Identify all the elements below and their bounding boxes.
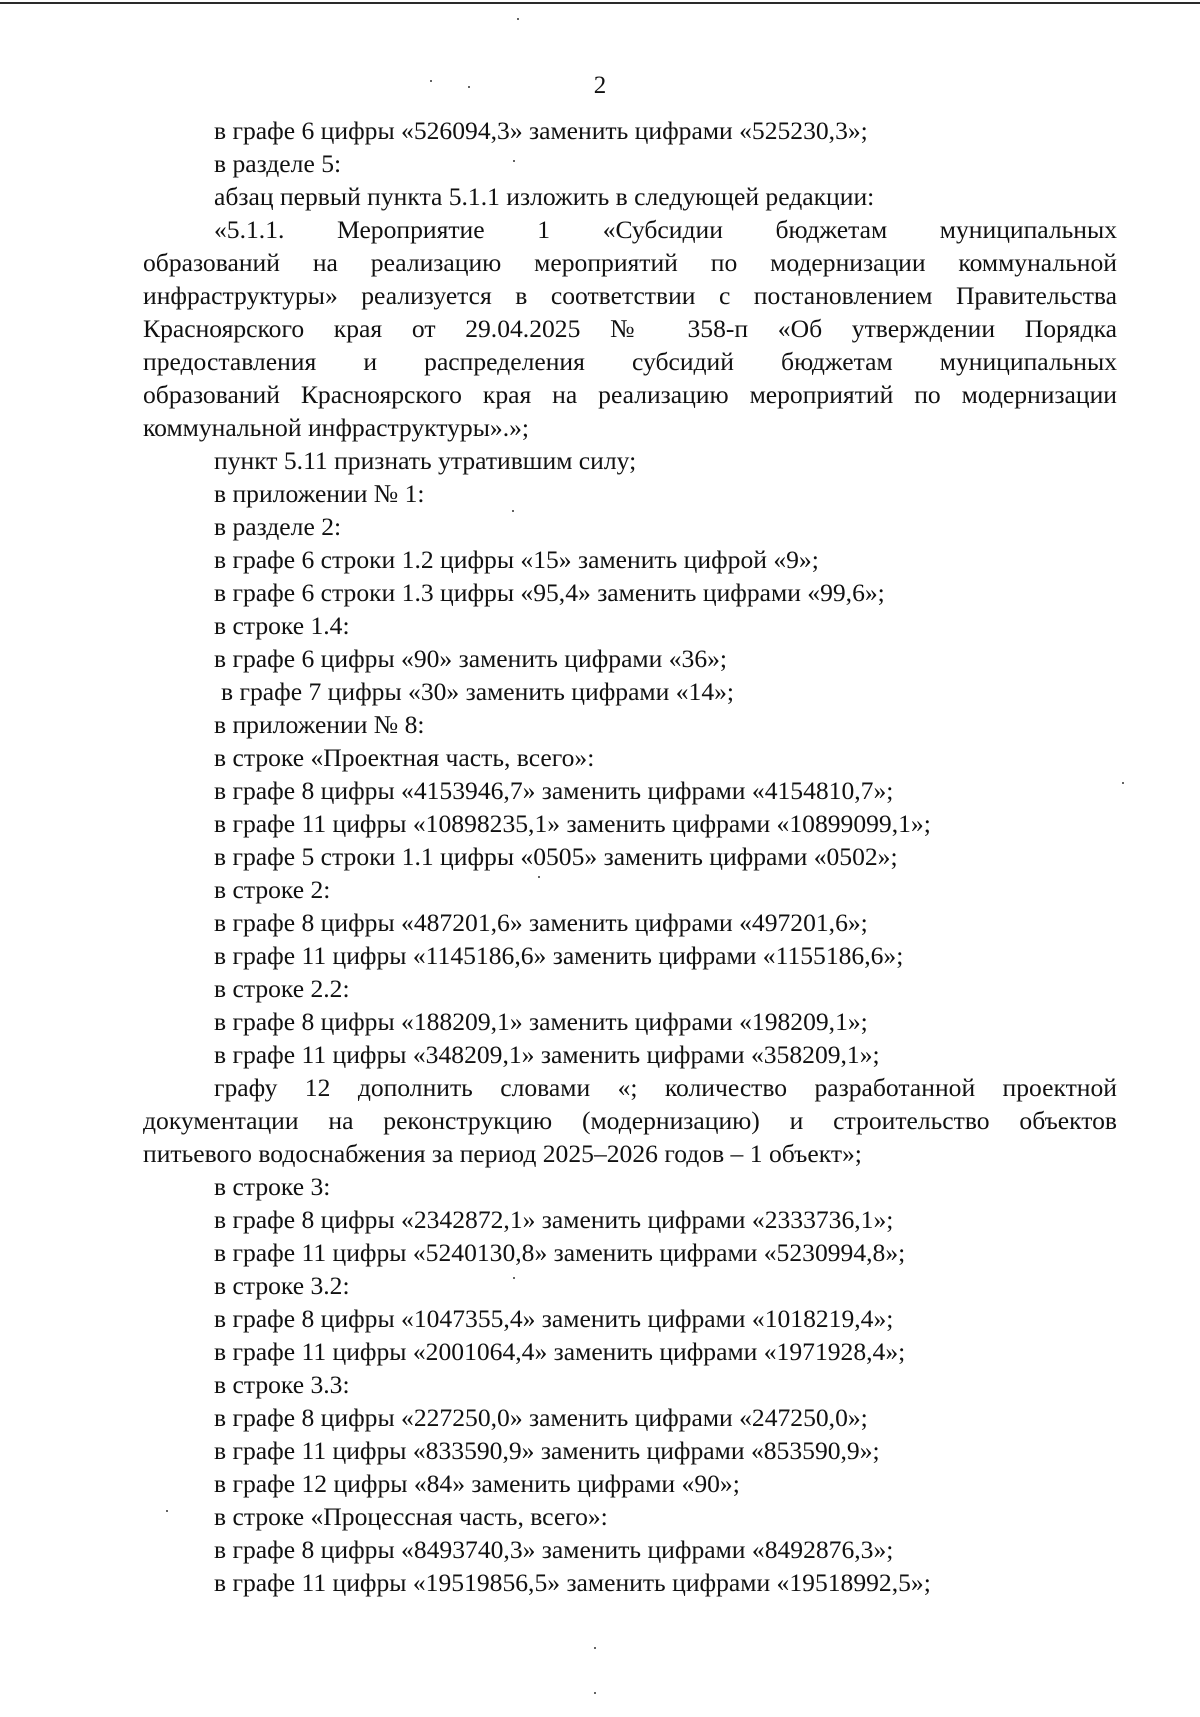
scan-speck xyxy=(538,876,540,878)
document-line: «5.1.1. Мероприятие 1 «Субсидии бюджетам муниципальных xyxy=(214,215,1117,244)
document-line: в графе 6 строки 1.2 цифры «15» заменить цифрой «9»; xyxy=(214,545,819,574)
scan-speck xyxy=(468,86,470,88)
document-line: в графе 8 цифры «227250,0» заменить цифрами «247250,0»; xyxy=(214,1403,868,1432)
document-line: документации на реконструкцию (модернизацию) и строительство объектов xyxy=(143,1106,1117,1135)
document-line: в графе 8 цифры «4153946,7» заменить цифрами «4154810,7»; xyxy=(214,776,894,805)
document-line: в приложении № 1: xyxy=(214,479,425,508)
document-line: в графе 6 цифры «526094,3» заменить цифрами «525230,3»; xyxy=(214,116,868,145)
document-line: в графе 8 цифры «487201,6» заменить цифрами «497201,6»; xyxy=(214,908,868,937)
document-line: графу 12 дополнить словами «; количество разработанной проектной xyxy=(214,1073,1117,1102)
document-line: в графе 11 цифры «2001064,4» заменить цифрами «1971928,4»; xyxy=(214,1337,906,1366)
document-line: в графе 8 цифры «2342872,1» заменить цифрами «2333736,1»; xyxy=(214,1205,894,1234)
document-line: в графе 8 цифры «8493740,3» заменить цифрами «8492876,3»; xyxy=(214,1535,894,1564)
scan-speck xyxy=(512,510,514,512)
document-line: в строке 3.3: xyxy=(214,1370,350,1399)
document-line: Красноярского края от 29.04.2025 № 358-п «Об утверждении Порядка xyxy=(143,314,1117,343)
document-line: пункт 5.11 признать утратившим силу; xyxy=(214,446,637,475)
page-number: 2 xyxy=(593,72,607,99)
document-line: в графе 8 цифры «1047355,4» заменить цифрами «1018219,4»; xyxy=(214,1304,894,1333)
document-line: в разделе 5: xyxy=(214,149,342,178)
document-line: в графе 11 цифры «5240130,8» заменить цифрами «5230994,8»; xyxy=(214,1238,906,1267)
document-line: в графе 5 строки 1.1 цифры «0505» заменить цифрами «0502»; xyxy=(214,842,898,871)
scan-speck xyxy=(594,1647,596,1649)
document-line: в графе 11 цифры «10898235,1» заменить цифрами «10899099,1»; xyxy=(214,809,931,838)
document-line: питьевого водоснабжения за период 2025–2026 годов – 1 объект»; xyxy=(143,1139,862,1168)
scan-speck xyxy=(517,18,519,20)
scan-speck xyxy=(430,80,432,82)
scan-speck xyxy=(513,160,515,162)
document-line: в графе 6 цифры «90» заменить цифрами «36»; xyxy=(214,644,728,673)
document-line: в приложении № 8: xyxy=(214,710,425,739)
document-line: абзац первый пункта 5.1.1 изложить в следующей редакции: xyxy=(214,182,875,211)
document-line: в графе 7 цифры «30» заменить цифрами «14»; xyxy=(221,677,735,706)
scan-speck xyxy=(594,1692,596,1694)
document-line: в графе 12 цифры «84» заменить цифрами «90»; xyxy=(214,1469,740,1498)
document-line: в графе 8 цифры «188209,1» заменить цифрами «198209,1»; xyxy=(214,1007,868,1036)
document-line: в строке 2: xyxy=(214,875,331,904)
document-line: инфраструктуры» реализуется в соответствии с постановлением Правительства xyxy=(143,281,1117,310)
scan-speck xyxy=(1122,782,1124,784)
scan-speck xyxy=(513,1277,515,1279)
document-line: в графе 6 строки 1.3 цифры «95,4» заменить цифрами «99,6»; xyxy=(214,578,885,607)
document-line: в строке «Проектная часть, всего»: xyxy=(214,743,595,772)
scan-speck xyxy=(166,1510,168,1512)
document-body xyxy=(143,114,1117,1599)
document-line: образований на реализацию мероприятий по модернизации коммунальной xyxy=(143,248,1117,277)
document-line: в графе 11 цифры «1145186,6» заменить цифрами «1155186,6»; xyxy=(214,941,904,970)
document-line: в строке 2.2: xyxy=(214,974,350,1003)
document-line: в строке «Процессная часть, всего»: xyxy=(214,1502,608,1531)
document-line: предоставления и распределения субсидий бюджетам муниципальных xyxy=(143,347,1117,376)
document-line: в разделе 2: xyxy=(214,512,342,541)
document-line: в графе 11 цифры «19519856,5» заменить цифрами «19518992,5»; xyxy=(214,1568,931,1597)
document-line: в строке 3.2: xyxy=(214,1271,350,1300)
document-line: коммунальной инфраструктуры».»; xyxy=(143,413,530,442)
document-line: в строке 1.4: xyxy=(214,611,350,640)
document-line: в графе 11 цифры «348209,1» заменить цифрами «358209,1»; xyxy=(214,1040,880,1069)
scan-top-edge xyxy=(0,2,1200,4)
document-line: образований Красноярского края на реализацию мероприятий по модернизации xyxy=(143,380,1117,409)
document-line: в строке 3: xyxy=(214,1172,331,1201)
document-line: в графе 11 цифры «833590,9» заменить цифрами «853590,9»; xyxy=(214,1436,880,1465)
